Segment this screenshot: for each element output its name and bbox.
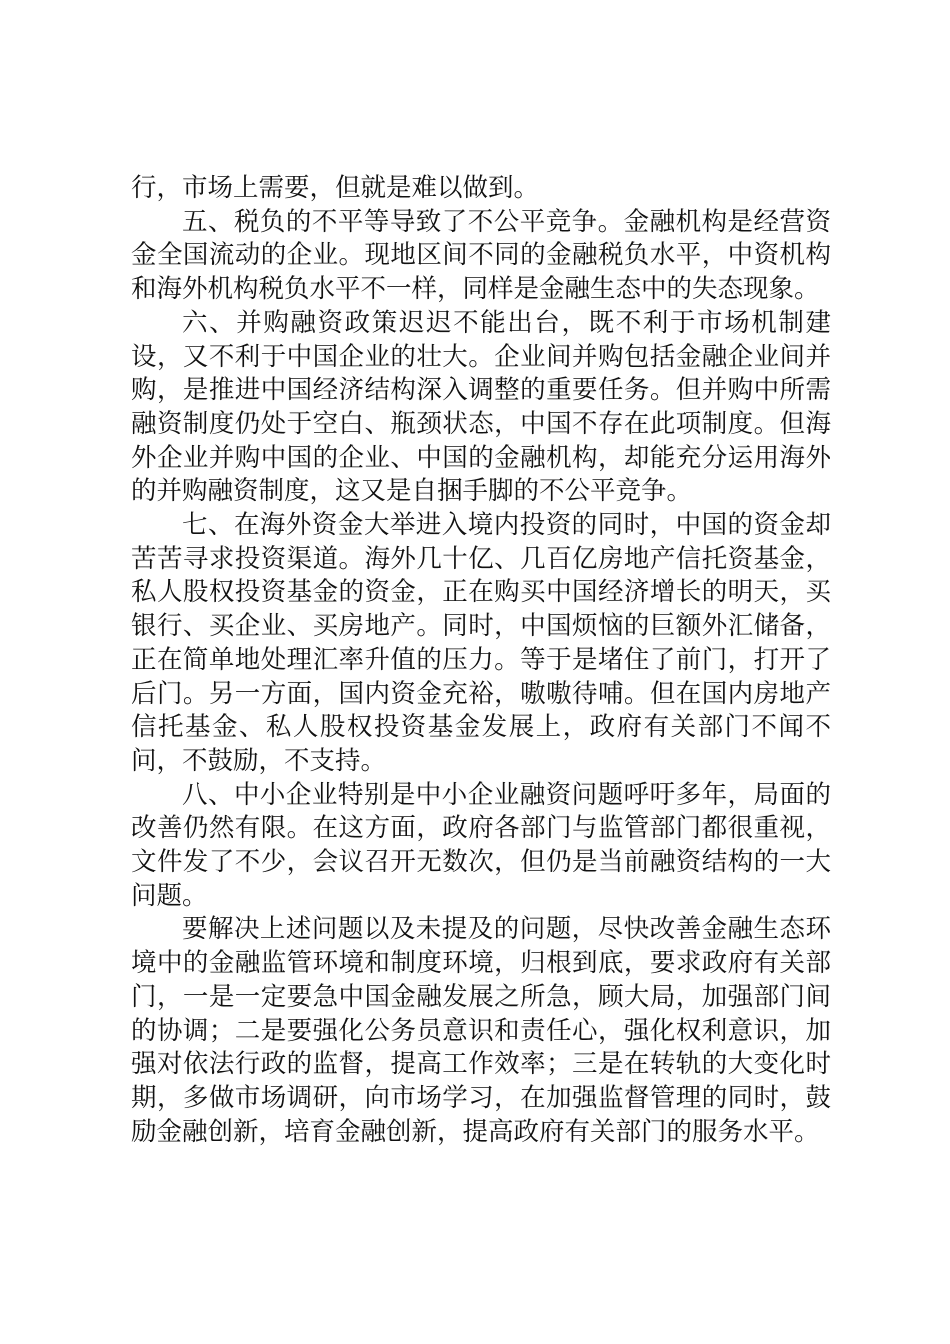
- paragraph-conclusion: 要解决上述问题以及未提及的问题，尽快改善金融生态环境中的金融监管环境和制度环境，归根到底，要求政府有关部门，一是一定要急中国金融发展之所急，顾大局，加强部门间的协调；二是要强化公务员意识和责任心，强化权利意识，加强对依法行政的监督，提高工作效率；三是在转轨的大变化时期，多做市场调研，向市场学习，在加强监督管理的同时，鼓励金融创新，培育金融创新，提高政府有关部门的服务水平。: [131, 914, 831, 1147]
- paragraph-continuation: 行，市场上需要，但就是难以做到。: [131, 173, 540, 203]
- paragraph-point-six: 六、并购融资政策迟迟不能出台，既不利于市场机制建设，又不利于中国企业的壮大。企业间并购包括金融企业间并购，是推进中国经济结构深入调整的重要任务。但并购中所需融资制度仍处于空白、瓶颈状态，中国不存在此项制度。但海外企业并购中国的企业、中国的金融机构，却能充分运用海外的并购融资制度，这又是自捆手脚的不公平竞争。: [131, 307, 831, 507]
- paragraph-point-seven: 七、在海外资金大举进入境内投资的同时，中国的资金却苦苦寻求投资渠道。海外几十亿、几百亿房地产信托资基金，私人股权投资基金的资金，正在购买中国经济增长的明天，买银行、买企业、买房地产。同时，中国烦恼的巨额外汇储备，正在简单地处理汇率升值的压力。等于是堵住了前门，打开了后门。另一方面，国内资金充裕，嗷嗷待哺。但在国内房地产信托基金、私人股权投资基金发展上，政府有关部门不闻不问，不鼓励，不支持。: [131, 510, 831, 776]
- paragraph-point-five: 五、税负的不平等导致了不公平竞争。金融机构是经营资金全国流动的企业。现地区间不同的金融税负水平，中资机构和海外机构税负水平不一样，同样是金融生态中的失态现象。: [131, 206, 831, 305]
- document-body: [131, 172, 831, 1149]
- paragraph-point-eight: 八、中小企业特别是中小企业融资问题呼吁多年，局面的改善仍然有限。在这方面，政府各部门与监管部门都很重视，文件发了不少，会议召开无数次，但仍是当前融资结构的一大问题。: [131, 779, 831, 911]
